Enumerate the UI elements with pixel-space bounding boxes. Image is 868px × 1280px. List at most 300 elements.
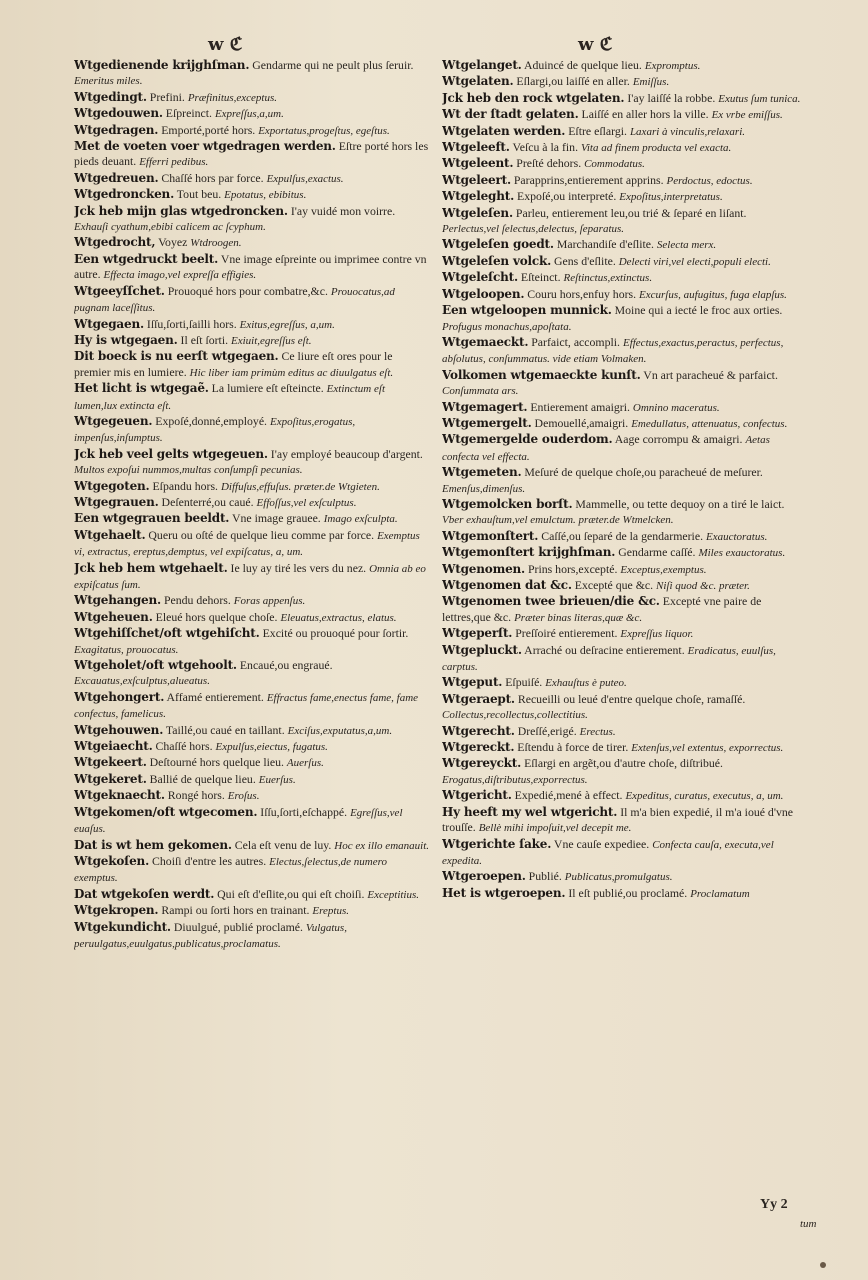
french-gloss: I'ay vuidé mon voirre. xyxy=(287,203,396,218)
dictionary-entry xyxy=(74,381,429,414)
latin-gloss: Expreſſus,a,um. xyxy=(214,108,284,121)
latin-gloss: Erogatus,diſtributus,exporrectus. xyxy=(442,773,588,786)
french-gloss: Pendu dehors. xyxy=(161,593,234,608)
headword: Wtgehaelt. xyxy=(74,527,146,542)
dictionary-entry xyxy=(442,724,802,740)
dictionary-entry xyxy=(74,447,429,479)
headword: Een wtgeloopen munnick. xyxy=(442,303,612,318)
latin-gloss: Eradicatus, euulſus, carptus. xyxy=(442,644,776,674)
dictionary-entry xyxy=(442,270,802,286)
french-gloss: Aduincé de quelque lieu. xyxy=(521,58,645,72)
french-gloss: Arraché ou deſracine entierement. xyxy=(521,642,688,657)
french-gloss: Il m'a bien expedié, il m'a ioué d'vne trouſſe. xyxy=(442,804,793,835)
headword: Het licht is wtgegaẽ. xyxy=(74,381,209,396)
dictionary-entry xyxy=(442,58,802,74)
catchword: tum xyxy=(800,1218,817,1230)
latin-gloss: Excurſus, aufugitus, fuga elapſus. xyxy=(639,288,787,301)
french-gloss: Parleu, entierement leu,ou trié & ſeparé en liſant. xyxy=(512,205,747,220)
french-gloss: Veſcu à la fin. xyxy=(509,140,581,155)
latin-gloss: Expoſitus,interpretatus. xyxy=(619,191,723,204)
dictionary-entry xyxy=(442,400,802,416)
dictionary-entry xyxy=(442,643,802,676)
french-gloss: Expedié,mené à effect. xyxy=(511,788,626,803)
dictionary-entry xyxy=(442,692,802,724)
dictionary-entry xyxy=(442,91,802,107)
headword: Wtgenomen twee brieuen/die &c. xyxy=(442,594,660,609)
latin-gloss: Proclamatum xyxy=(690,887,750,900)
headword: Wtgedreuen. xyxy=(74,170,159,185)
latin-gloss: Reſtinctus,extinctus. xyxy=(563,272,653,285)
dictionary-entry xyxy=(74,204,429,236)
french-gloss: Gendarme caſſé. xyxy=(615,545,699,560)
latin-gloss: Præfinitus,exceptus. xyxy=(187,91,278,104)
dictionary-entry xyxy=(442,675,802,691)
headword: Wt der ſtadt gelaten. xyxy=(442,107,579,122)
headword: Wtgedouwen. xyxy=(74,106,163,121)
dictionary-entry xyxy=(74,106,429,122)
latin-gloss: Vita ad finem producta vel exacta. xyxy=(580,142,732,155)
latin-gloss: Perlectus,vel ſelectus,delectus, ſeparatus. xyxy=(442,223,625,236)
dictionary-entry xyxy=(442,465,802,497)
latin-gloss: Foras appenſus. xyxy=(233,595,306,608)
headword: Wtgeknaecht. xyxy=(74,788,165,803)
latin-gloss: Exportatus,progeſtus, egeſtus. xyxy=(258,124,390,137)
latin-gloss: Conſummata ars. xyxy=(442,385,519,398)
french-gloss: Gens d'eſlite. xyxy=(551,253,619,268)
french-gloss: Iſſu,ſorti,ſailli hors. xyxy=(143,316,240,331)
dictionary-entry xyxy=(74,235,429,251)
dictionary-entry xyxy=(442,578,802,594)
latin-gloss: Expromptus. xyxy=(644,60,701,72)
headword: Dat wtgekoſen werdt. xyxy=(74,886,215,901)
headword: Wtgeleght. xyxy=(442,189,515,204)
headword: Wtgeloopen. xyxy=(442,286,525,301)
french-gloss: Il eſt publié,ou proclamé. xyxy=(565,885,691,900)
latin-gloss: Auerſus. xyxy=(286,757,324,770)
french-gloss: Eſlargi,ou laiſſé en aller. xyxy=(513,74,633,89)
french-gloss: Vn art paracheué & parfaict. xyxy=(640,367,778,382)
latin-gloss: Effoſſus,vel exſculptus. xyxy=(256,496,357,509)
dictionary-entry xyxy=(442,740,802,756)
dictionary-entry xyxy=(74,414,429,447)
headword: Wtgeput. xyxy=(442,675,503,690)
latin-gloss: Omnia ab eo expiſcatus ſum. xyxy=(74,562,426,591)
latin-gloss: Niſi quod &c. præter. xyxy=(656,580,750,592)
latin-gloss: Expeditus, curatus, executus, a, um. xyxy=(625,790,784,803)
latin-gloss: Bellè mihi impoſuit,vel decepit me. xyxy=(478,822,632,835)
headword: Wtgeiaecht. xyxy=(74,739,153,754)
headword: Wtgemolcken borſt. xyxy=(442,496,573,511)
french-gloss: Eſtendu à force de tirer. xyxy=(514,740,632,755)
french-gloss: Publié. xyxy=(525,869,565,884)
dictionary-entry xyxy=(74,755,429,771)
french-gloss: Vne image grauee. xyxy=(229,511,324,526)
dictionary-entry xyxy=(74,788,429,804)
french-gloss: Entierement amaigri. xyxy=(527,399,633,414)
latin-gloss: Hoc ex illo emanauit. xyxy=(334,839,429,852)
latin-gloss: Prouocatus,ad pugnam laceſſitus. xyxy=(74,285,395,315)
french-gloss: Cela eſt venu de luy. xyxy=(231,837,335,852)
headword: Hy heeft my wel wtgericht. xyxy=(442,804,618,819)
latin-gloss: Emiſſus. xyxy=(632,76,670,89)
french-gloss: Laiſſé en aller hors la ville. xyxy=(578,107,712,122)
french-gloss: Prouoqué hors pour combatre,&c. xyxy=(164,283,331,298)
latin-gloss: Epotatus, ebibitus. xyxy=(224,189,307,202)
headword: Wtgegaen. xyxy=(74,316,144,331)
dictionary-entry xyxy=(442,545,802,561)
french-gloss: I'ay employé beaucoup d'argent. xyxy=(267,446,423,461)
latin-gloss: Exciſus,exputatus,a,um. xyxy=(287,724,393,737)
french-gloss: Rampi ou ſorti hors en trainant. xyxy=(158,903,313,918)
french-gloss: Gendarme qui ne peult plus ſeruir. xyxy=(249,58,414,72)
headword: Wtgeroepen. xyxy=(442,869,526,884)
latin-gloss: Exemptus vi, extractus, ereptus,demptus, vel expiſcatus, a, um. xyxy=(74,529,420,559)
french-gloss: Chaſſé hors. xyxy=(152,739,216,754)
dictionary-entry xyxy=(442,303,802,335)
dictionary-entry xyxy=(442,124,802,140)
latin-gloss: Exhauſi cyathum,ebibi calicem ac ſcyphum. xyxy=(74,221,266,234)
latin-gloss: Miles exauctoratus. xyxy=(698,547,786,560)
dictionary-entry xyxy=(442,189,802,205)
french-gloss: Rongé hors. xyxy=(164,788,228,803)
french-gloss: Parapprins,entierement apprins. xyxy=(510,172,667,187)
latin-gloss: Efferri pedibus. xyxy=(139,156,209,169)
dictionary-entry xyxy=(74,58,429,90)
latin-gloss: Extinctum eſt lumen,lux extincta eſt. xyxy=(74,383,385,412)
headword: Wtgemeten. xyxy=(442,465,522,480)
latin-gloss: Multos expoſui nummos,multas conſumpſi pecunias. xyxy=(74,464,303,477)
latin-gloss: Exiuit,egreſſus eſt. xyxy=(231,334,312,347)
headword: Wtgekeert. xyxy=(74,755,147,770)
dictionary-entry xyxy=(442,335,802,368)
latin-gloss: Collectus,recollectus,collectitius. xyxy=(442,709,588,722)
dictionary-entry xyxy=(442,287,802,303)
latin-gloss: Vber exhauſtum,vel emulctum. præter.de Wtmelcken. xyxy=(442,514,674,527)
french-gloss: Preſté dehors. xyxy=(513,156,585,171)
headword: Wtgekeret. xyxy=(74,771,147,786)
dictionary-entry xyxy=(74,772,429,788)
latin-gloss: Ereptus. xyxy=(312,905,349,918)
french-gloss: Excité ou prouoqué pour ſortir. xyxy=(259,626,409,641)
headword: Wtgeleſcht. xyxy=(442,270,518,285)
dictionary-entry xyxy=(74,187,429,203)
dictionary-entry xyxy=(74,317,429,333)
latin-gloss: Euerſus. xyxy=(258,773,296,786)
dictionary-entry xyxy=(74,723,429,739)
running-head-left: w ℭ xyxy=(208,34,243,55)
latin-gloss: Expulſus,exactus. xyxy=(266,172,344,185)
latin-gloss: Expoſitus,erogatus, impenſus,inſumptus. xyxy=(74,415,356,445)
french-gloss: Ie luy ay tiré les vers du nez. xyxy=(227,560,370,575)
french-gloss: Expoſé,donné,employé. xyxy=(152,413,270,428)
dictionary-entry xyxy=(442,432,802,465)
latin-gloss: Effractus fame,enectus fame, fame confectus, famelicus. xyxy=(74,691,419,721)
headword: Wtgekundicht. xyxy=(74,919,171,934)
headword: Wtgericht. xyxy=(442,788,512,803)
french-gloss: La lumiere eſt eſteincte. xyxy=(208,381,327,396)
dictionary-entry xyxy=(442,837,802,870)
latin-gloss: Aetas confecta vel effecta. xyxy=(442,434,770,463)
headword: Wtgelaten werden. xyxy=(442,123,566,138)
dictionary-entry xyxy=(74,739,429,755)
dictionary-entry xyxy=(74,171,429,187)
headword: Een wtgedruckt beelt. xyxy=(74,251,219,266)
latin-gloss: Exagitatus, prouocatus. xyxy=(74,643,179,656)
dictionary-entry xyxy=(442,886,802,902)
headword: Wtgeleſen. xyxy=(442,205,513,220)
french-gloss: Eſlargi en argẽt,ou d'autre choſe, diſtribué. xyxy=(521,756,723,771)
french-gloss: Demouellé,amaigri. xyxy=(531,415,632,430)
french-gloss: Vne cauſe expediee. xyxy=(551,836,653,851)
headword: Wtgerichte ſake. xyxy=(442,836,552,851)
latin-gloss: Effecta imago,vel expreſſa effigies. xyxy=(103,269,257,282)
dictionary-entry xyxy=(442,805,802,837)
headword: Wtgeholet/oft wtgehoolt. xyxy=(74,658,237,673)
latin-gloss: Electus,ſelectus,de numero exemptus. xyxy=(74,855,387,885)
dictionary-entry xyxy=(442,237,802,253)
headword: Wtgereyckt. xyxy=(442,756,522,771)
latin-gloss: Exauctoratus. xyxy=(705,530,768,543)
latin-gloss: Expreſſus liquor. xyxy=(620,628,694,641)
headword: Wtgedingt. xyxy=(74,89,147,104)
dictionary-entry xyxy=(442,594,802,626)
left-column xyxy=(74,58,429,1168)
latin-gloss: Expulſus,eiectus, fugatus. xyxy=(215,741,328,754)
french-gloss: Choiſi d'entre les autres. xyxy=(149,853,270,868)
french-gloss: Voyez xyxy=(155,235,191,250)
headword: Dat is wt hem gekomen. xyxy=(74,837,232,852)
headword: Wtgedroncken. xyxy=(74,187,175,202)
dictionary-entry xyxy=(442,626,802,642)
headword: Wtgeleent. xyxy=(442,156,514,171)
headword: Wtgedienende krijghſman. xyxy=(74,58,250,72)
headword: Wtgehongert. xyxy=(74,689,165,704)
french-gloss: Eſpreinct. xyxy=(162,106,215,121)
latin-gloss: Exitus,egreſſus, a,um. xyxy=(239,318,335,331)
headword: Wtgereckt. xyxy=(442,740,515,755)
french-gloss: Ballié de quelque lieu. xyxy=(146,771,259,786)
latin-gloss: Excauatus,exſculptus,alueatus. xyxy=(74,675,210,688)
dictionary-entry xyxy=(74,511,429,527)
headword: Wtgemergelde ouderdom. xyxy=(442,432,613,447)
headword: Wtgemonſtert krijghſman. xyxy=(442,545,616,560)
headword: Wtgehouwen. xyxy=(74,722,164,737)
latin-gloss: Diffuſus,effuſus. præter.de Wtgieten. xyxy=(220,480,380,493)
dictionary-entry xyxy=(74,887,429,903)
french-gloss: Eſteinct. xyxy=(517,270,564,285)
dictionary-entry xyxy=(442,254,802,270)
dictionary-entry xyxy=(442,140,802,156)
french-gloss: Meſuré de quelque choſe,ou paracheué de meſurer. xyxy=(521,465,763,480)
headword: Jck heb mijn glas wtgedroncken. xyxy=(74,203,288,218)
headword: Wtgegeuen. xyxy=(74,413,153,428)
headword: Wtgemaeckt. xyxy=(442,334,529,349)
french-gloss: Affamé entierement. xyxy=(164,689,267,704)
headword: Wtgeleſen goedt. xyxy=(442,237,554,252)
headword: Wtgedrocht, xyxy=(74,235,156,250)
dictionary-entry xyxy=(74,123,429,139)
headword: Wtgelanget. xyxy=(442,58,522,72)
latin-gloss: Omnino maceratus. xyxy=(632,401,720,414)
headword: Jck heb den rock wtgelaten. xyxy=(442,90,625,105)
headword: Wtgerecht. xyxy=(442,723,515,738)
signature-mark: Yy 2 xyxy=(760,1197,788,1212)
dictionary-entry xyxy=(74,495,429,511)
french-gloss: Tout beu. xyxy=(174,187,225,202)
headword: Wtgeheuen. xyxy=(74,609,153,624)
latin-gloss: Publicatus,promulgatus. xyxy=(564,871,673,884)
french-gloss: Vne image eſpreinte ou imprimee contre vn autre. xyxy=(74,251,427,282)
headword: Wtgenomen. xyxy=(442,561,526,576)
headword: Een wtgegrauen beeldt. xyxy=(74,511,230,526)
french-gloss: Emporté,porté hors. xyxy=(158,122,259,137)
dictionary-entry xyxy=(442,173,802,189)
latin-gloss: Erectus. xyxy=(579,725,616,738)
dictionary-entry xyxy=(74,479,429,495)
french-gloss: Prefini. xyxy=(146,89,188,104)
latin-gloss: Selecta merx. xyxy=(656,239,717,252)
headword: Wtgeleeft. xyxy=(442,140,510,155)
latin-gloss: Emedullatus, attenuatus, confectus. xyxy=(631,417,788,430)
latin-gloss: Extenſus,vel extentus, exporrectus. xyxy=(631,742,784,755)
latin-gloss: Eroſus. xyxy=(227,790,260,803)
latin-gloss: Exceptitius. xyxy=(367,888,420,901)
french-gloss: Marchandiſe d'eſlite. xyxy=(553,237,657,252)
french-gloss: Dreſſé,erigé. xyxy=(514,723,580,738)
french-gloss: Eleué hors quelque choſe. xyxy=(152,609,281,624)
headword: Wtgenomen dat &c. xyxy=(442,578,572,592)
right-column xyxy=(442,58,802,1203)
dictionary-entry xyxy=(74,805,429,838)
latin-gloss: Emenſus,dimenſus. xyxy=(442,482,526,495)
french-gloss: Ce liure eſt ores pour le premier mis en lumiere. xyxy=(74,349,393,379)
dictionary-entry xyxy=(74,333,429,349)
dictionary-entry xyxy=(74,854,429,887)
dictionary-entry xyxy=(442,562,802,578)
french-gloss: Encaué,ou engraué. xyxy=(236,658,333,673)
latin-gloss: Profugus monachus,apoſtata. xyxy=(442,320,572,333)
latin-gloss: Perdoctus, edoctus. xyxy=(666,174,753,187)
headword: Jck heb veel gelts wtgegeuen. xyxy=(74,446,268,461)
french-gloss: Eſpandu hors. xyxy=(149,478,221,493)
french-gloss: Excepté que &c. xyxy=(571,578,657,592)
latin-gloss: Egreſſus,vel euaſus. xyxy=(74,806,403,836)
headword: Wtgegoten. xyxy=(74,478,150,493)
dictionary-entry xyxy=(74,838,429,854)
dictionary-entry xyxy=(442,74,802,90)
french-gloss: Mammelle, ou tette dequoy on a tiré le laict. xyxy=(572,496,785,511)
french-gloss: Couru hors,enfuy hors. xyxy=(524,286,640,301)
latin-gloss: Laxari à vinculis,relaxari. xyxy=(629,125,746,138)
dictionary-entry xyxy=(74,528,429,561)
french-gloss: Preſſoiré entierement. xyxy=(512,626,621,641)
french-gloss: Moine qui a iecté le froc aux orties. xyxy=(611,303,783,318)
headword: Dit boeck is nu eerſt wtgegaen. xyxy=(74,349,279,364)
headword: Wtgeperſt. xyxy=(442,626,513,641)
headword: Met de voeten voer wtgedragen werden. xyxy=(74,139,336,154)
dictionary-entry xyxy=(74,610,429,626)
dictionary-entry xyxy=(74,626,429,658)
french-gloss: Taillé,ou caué en taillant. xyxy=(163,722,288,737)
dictionary-entry xyxy=(74,252,429,284)
latin-gloss: Imago exſculpta. xyxy=(323,513,398,526)
headword: Wtgekropen. xyxy=(74,903,159,918)
headword: Jck heb hem wtgehaelt. xyxy=(74,560,228,575)
headword: Volkomen wtgemaeckte kunſt. xyxy=(442,367,641,382)
latin-gloss: Exhauſtus è puteo. xyxy=(545,677,627,690)
dictionary-entry xyxy=(74,690,429,723)
latin-gloss: Delecti viri,vel electi,populi electi. xyxy=(618,255,771,268)
french-gloss: Excepté vne paire de lettres,que &c. xyxy=(442,594,762,624)
dictionary-entry xyxy=(442,497,802,529)
dictionary-entry xyxy=(442,756,802,788)
headword: Wtgepluckt. xyxy=(442,642,522,657)
french-gloss: Parfaict, accompli. xyxy=(528,334,623,349)
latin-gloss: Exceptus,exemptus. xyxy=(620,563,707,576)
french-gloss: Aage corrompu & amaigri. xyxy=(612,432,746,447)
french-gloss: Diuulgué, publié proclamé. xyxy=(170,919,306,934)
headword: Wtgekoſen. xyxy=(74,853,150,868)
headword: Wtgemonſtert. xyxy=(442,528,539,543)
headword: Wtgelaten. xyxy=(442,74,514,89)
headword: Wtgeraept. xyxy=(442,691,515,706)
dictionary-entry xyxy=(74,284,429,317)
dictionary-entry xyxy=(442,788,802,804)
dictionary-entry xyxy=(74,139,429,171)
dictionary-entry xyxy=(74,903,429,919)
french-gloss: Eſpuiſé. xyxy=(502,675,546,690)
headword: Wtgehiſſchet/oft wtgehiſcht. xyxy=(74,626,260,641)
headword: Wtgeeyſſchet. xyxy=(74,283,165,298)
french-gloss: Caſſé,ou ſeparé de la gendarmerie. xyxy=(538,528,706,543)
paper-hole xyxy=(820,1262,826,1268)
french-gloss: Eſtre eſlargi. xyxy=(565,123,630,138)
latin-gloss: Exutus ſum tunica. xyxy=(718,92,801,105)
french-gloss: Prins hors,excepté. xyxy=(525,561,621,576)
french-gloss: Recueilli ou leué d'entre quelque choſe, ramaſſé. xyxy=(514,691,746,706)
dictionary-entry xyxy=(442,206,802,238)
dictionary-entry xyxy=(74,349,429,381)
dictionary-entry xyxy=(442,156,802,172)
headword: Wtgemagert. xyxy=(442,399,528,414)
headword: Wtgeleſen volck. xyxy=(442,253,552,268)
french-gloss: Deſtourné hors quelque lieu. xyxy=(146,755,287,770)
french-gloss: Eſtre porté hors les pieds deuant. xyxy=(74,139,429,169)
french-gloss: Qui eſt d'eſlite,ou qui eſt choiſi. xyxy=(214,886,368,901)
dictionary-entry xyxy=(74,658,429,690)
headword: Wtgemergelt. xyxy=(442,415,532,430)
dictionary-entry xyxy=(442,529,802,545)
headword: Wtgekomen/oft wtgecomen. xyxy=(74,804,258,819)
french-gloss: Queru ou oſté de quelque lieu comme par force. xyxy=(145,527,378,542)
running-head-right: w ℭ xyxy=(578,34,613,55)
dictionary-entry xyxy=(74,920,429,953)
latin-gloss: Vulgatus, peruulgatus,euulgatus,publicatus,proclamatus. xyxy=(74,921,347,950)
headword: Het is wtgeroepen. xyxy=(442,885,566,900)
french-gloss: Chaſſé hors par force. xyxy=(158,170,267,185)
french-gloss: I'ay laiſſé la robbe. xyxy=(624,90,719,105)
latin-gloss: Confecta cauſa, executa,vel expedita. xyxy=(442,838,774,867)
french-gloss: Deſenterré,ou caué. xyxy=(158,494,257,509)
latin-gloss: Wtdroogen. xyxy=(190,237,242,250)
latin-gloss: Ex vrbe emiſſus. xyxy=(711,109,783,122)
french-gloss: Expoſé,ou interpreté. xyxy=(514,189,620,204)
latin-gloss: Emeritus miles. xyxy=(74,75,143,88)
latin-gloss: Hic liber iam primùm editus ac diuulgatus eſt. xyxy=(189,366,394,379)
dictionary-entry xyxy=(442,368,802,400)
dictionary-entry xyxy=(442,107,802,123)
french-gloss: Il eſt ſorti. xyxy=(177,332,231,347)
